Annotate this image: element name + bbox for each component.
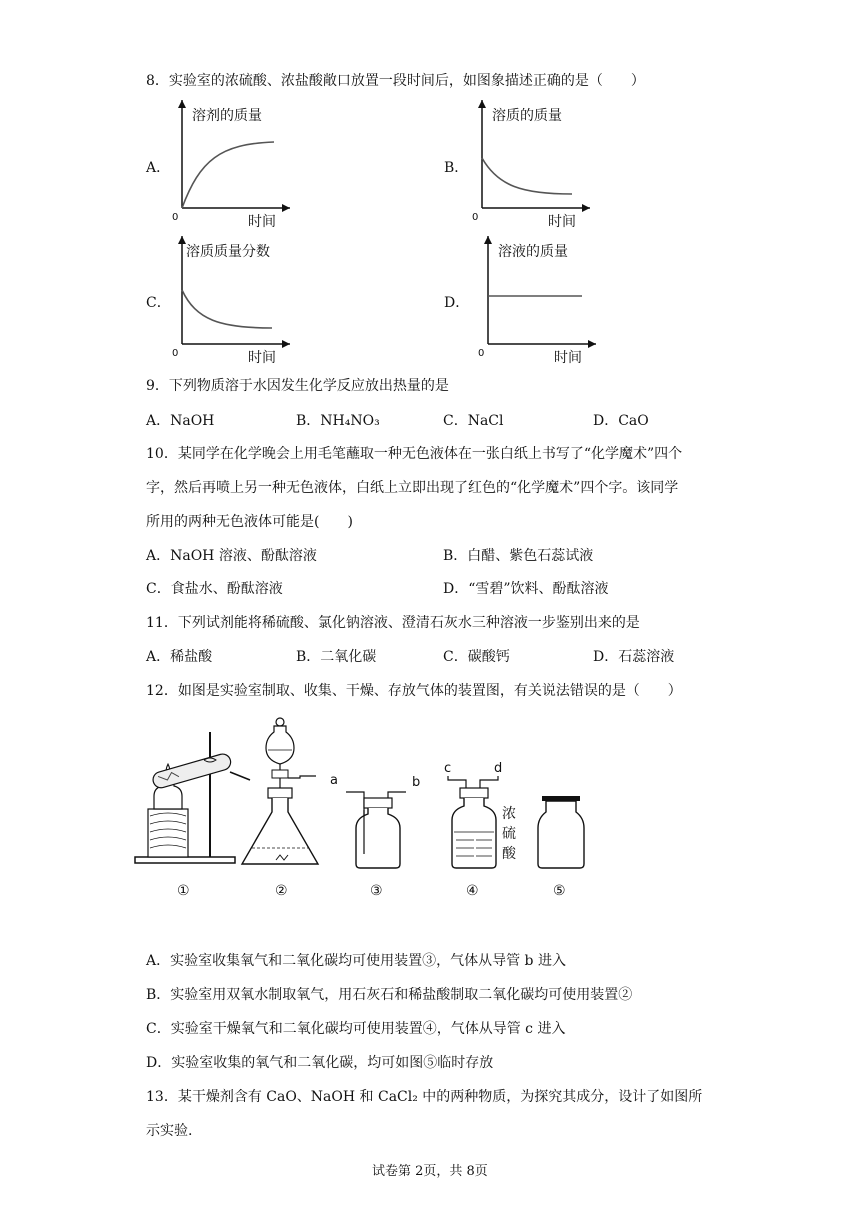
apparatus-1-heating [135,732,250,899]
y-axis-arrow [178,100,186,108]
stand-base [135,857,235,863]
q9-option-b: B．NH₄NO₃ [296,413,380,429]
gas-bottle [356,808,400,868]
q13-stem-line1: 13．某干燥剂含有 CaO、NaOH 和 CaCl₂ 中的两种物质，为探究其成分，设计了如图所 [146,1089,703,1105]
q9-stem: 9．下列物质溶于水因发生化学反应放出热量的是 [146,378,449,394]
tube-label-a: a [330,773,338,788]
q8-option-c-letter: C． [146,295,171,311]
label-5: ⑤ [553,883,566,899]
label-1: ① [177,883,190,899]
q12-apparatus-figure [130,714,600,904]
q9-option-a: A．NaOH [146,413,215,429]
x-axis-label: 时间 [554,350,582,366]
q12-stem: 12．如图是实验室制取、收集、干燥、存放气体的装置图，有关说法错误的是（ ） [146,683,682,699]
q8-option-a-letter: A． [146,160,171,176]
flask-stopper [268,788,292,798]
q8-graph-b [470,98,590,228]
y-axis-label: 溶质质量分数 [186,244,270,260]
q11-option-b: B．二氧化碳 [296,649,377,665]
conical-flask [242,798,318,864]
q8-stem: 8．实验室的浓硫酸、浓盐酸敞口放置一段时间后，如图象描述正确的是（ ） [146,73,645,89]
separatory-funnel [266,726,294,764]
x-axis-label: 时间 [248,214,276,230]
q9-option-d: D．CaO [593,413,649,429]
q11-option-c: C．碳酸钙 [443,649,510,665]
q10-option-c: C．食盐水、酚酞溶液 [146,581,283,597]
tube-label-d: d [494,761,503,776]
x-axis-arrow [282,204,290,212]
y-axis-arrow [478,100,486,108]
acid-label-char-2: 硫 [502,826,516,842]
origin-label: 0 [172,212,179,223]
label-4: ④ [466,883,479,899]
apparatus-3-gas-bottle [330,773,420,899]
apparatus-4-drying-bottle [444,761,517,899]
label-2: ② [275,883,288,899]
q13-stem-line2: 示实验. [146,1123,193,1139]
y-axis-label: 溶剂的质量 [192,108,262,124]
y-axis-arrow [178,236,186,244]
glass-cover [542,796,580,801]
label-3: ③ [370,883,383,899]
q12-option-b: B．实验室用双氧水制取氧气，用石灰石和稀盐酸制取二氧化碳均可使用装置② [146,987,633,1003]
origin-label: 0 [172,348,179,359]
y-axis-label: 溶液的质量 [498,244,568,260]
q10-option-b: B．白醋、紫色石蕊试液 [443,548,594,564]
q8-graph-d [476,234,596,364]
q12-option-c: C．实验室干燥氧气和二氧化碳均可使用装置④，气体从导管 c 进入 [146,1021,566,1037]
tube-label-b: b [412,775,421,790]
q10-stem-line2: 字，然后再喷上另一种无色液体，白纸上立即出现了红色的“化学魔术”四个字。该同学 [146,480,679,496]
bottle-stopper [460,788,488,798]
y-axis-label: 溶质的质量 [492,108,562,124]
gas-jar [538,801,584,868]
q12-option-a: A．实验室收集氧气和二氧化碳均可使用装置③，气体从导管 b 进入 [146,953,566,969]
bottle-stopper [364,798,392,808]
q9-option-c: C．NaCl [443,413,504,429]
wood-block [148,809,188,857]
stopcock [272,770,288,778]
q10-option-a: A．NaOH 溶液、酚酞溶液 [146,548,317,564]
x-axis-arrow [282,340,290,348]
curve-rising [182,142,274,208]
q11-option-d: D．石蕊溶液 [593,649,675,665]
origin-label: 0 [478,348,485,359]
drying-bottle [452,798,496,868]
q10-stem-line1: 10．某同学在化学晚会上用毛笔蘸取一种无色液体在一张白纸上书写了“化学魔术”四个 [146,446,683,462]
q12-option-d: D．实验室收集的氧气和二氧化碳，均可如图⑤临时存放 [146,1055,494,1071]
tube-label-c: c [444,761,452,776]
curve-falling [482,158,572,194]
side-tube [288,776,316,778]
apparatus-2-flask [242,718,318,899]
q8-option-b-letter: B． [444,160,469,176]
q11-stem: 11．下列试剂能将稀硫酸、氯化钠溶液、澄清石灰水三种溶液一步鉴别出来的是 [146,615,640,631]
acid-label-char-1: 浓 [502,806,516,822]
x-axis-arrow [582,204,590,212]
q10-stem-line3: 所用的两种无色液体可能是( ) [146,514,353,530]
q8-graph-a [170,98,290,228]
curve-falling [182,290,272,328]
x-axis-label: 时间 [248,350,276,366]
x-axis-arrow [588,340,596,348]
delivery-tube [230,772,250,780]
q8-option-d-letter: D． [444,295,470,311]
test-tube [151,752,232,789]
q8-graph-c [170,234,290,364]
acid-label-char-3: 酸 [502,846,516,862]
x-axis-label: 时间 [548,214,576,230]
funnel-stopper [276,718,284,726]
q10-option-d: D．“雪碧”饮料、酚酞溶液 [443,581,609,597]
y-axis-arrow [484,236,492,244]
origin-label: 0 [472,212,479,223]
page-footer: 试卷第 2页，共 8页 [372,1164,488,1179]
q11-option-a: A．稀盐酸 [146,649,213,665]
apparatus-5-gas-jar [538,796,584,899]
